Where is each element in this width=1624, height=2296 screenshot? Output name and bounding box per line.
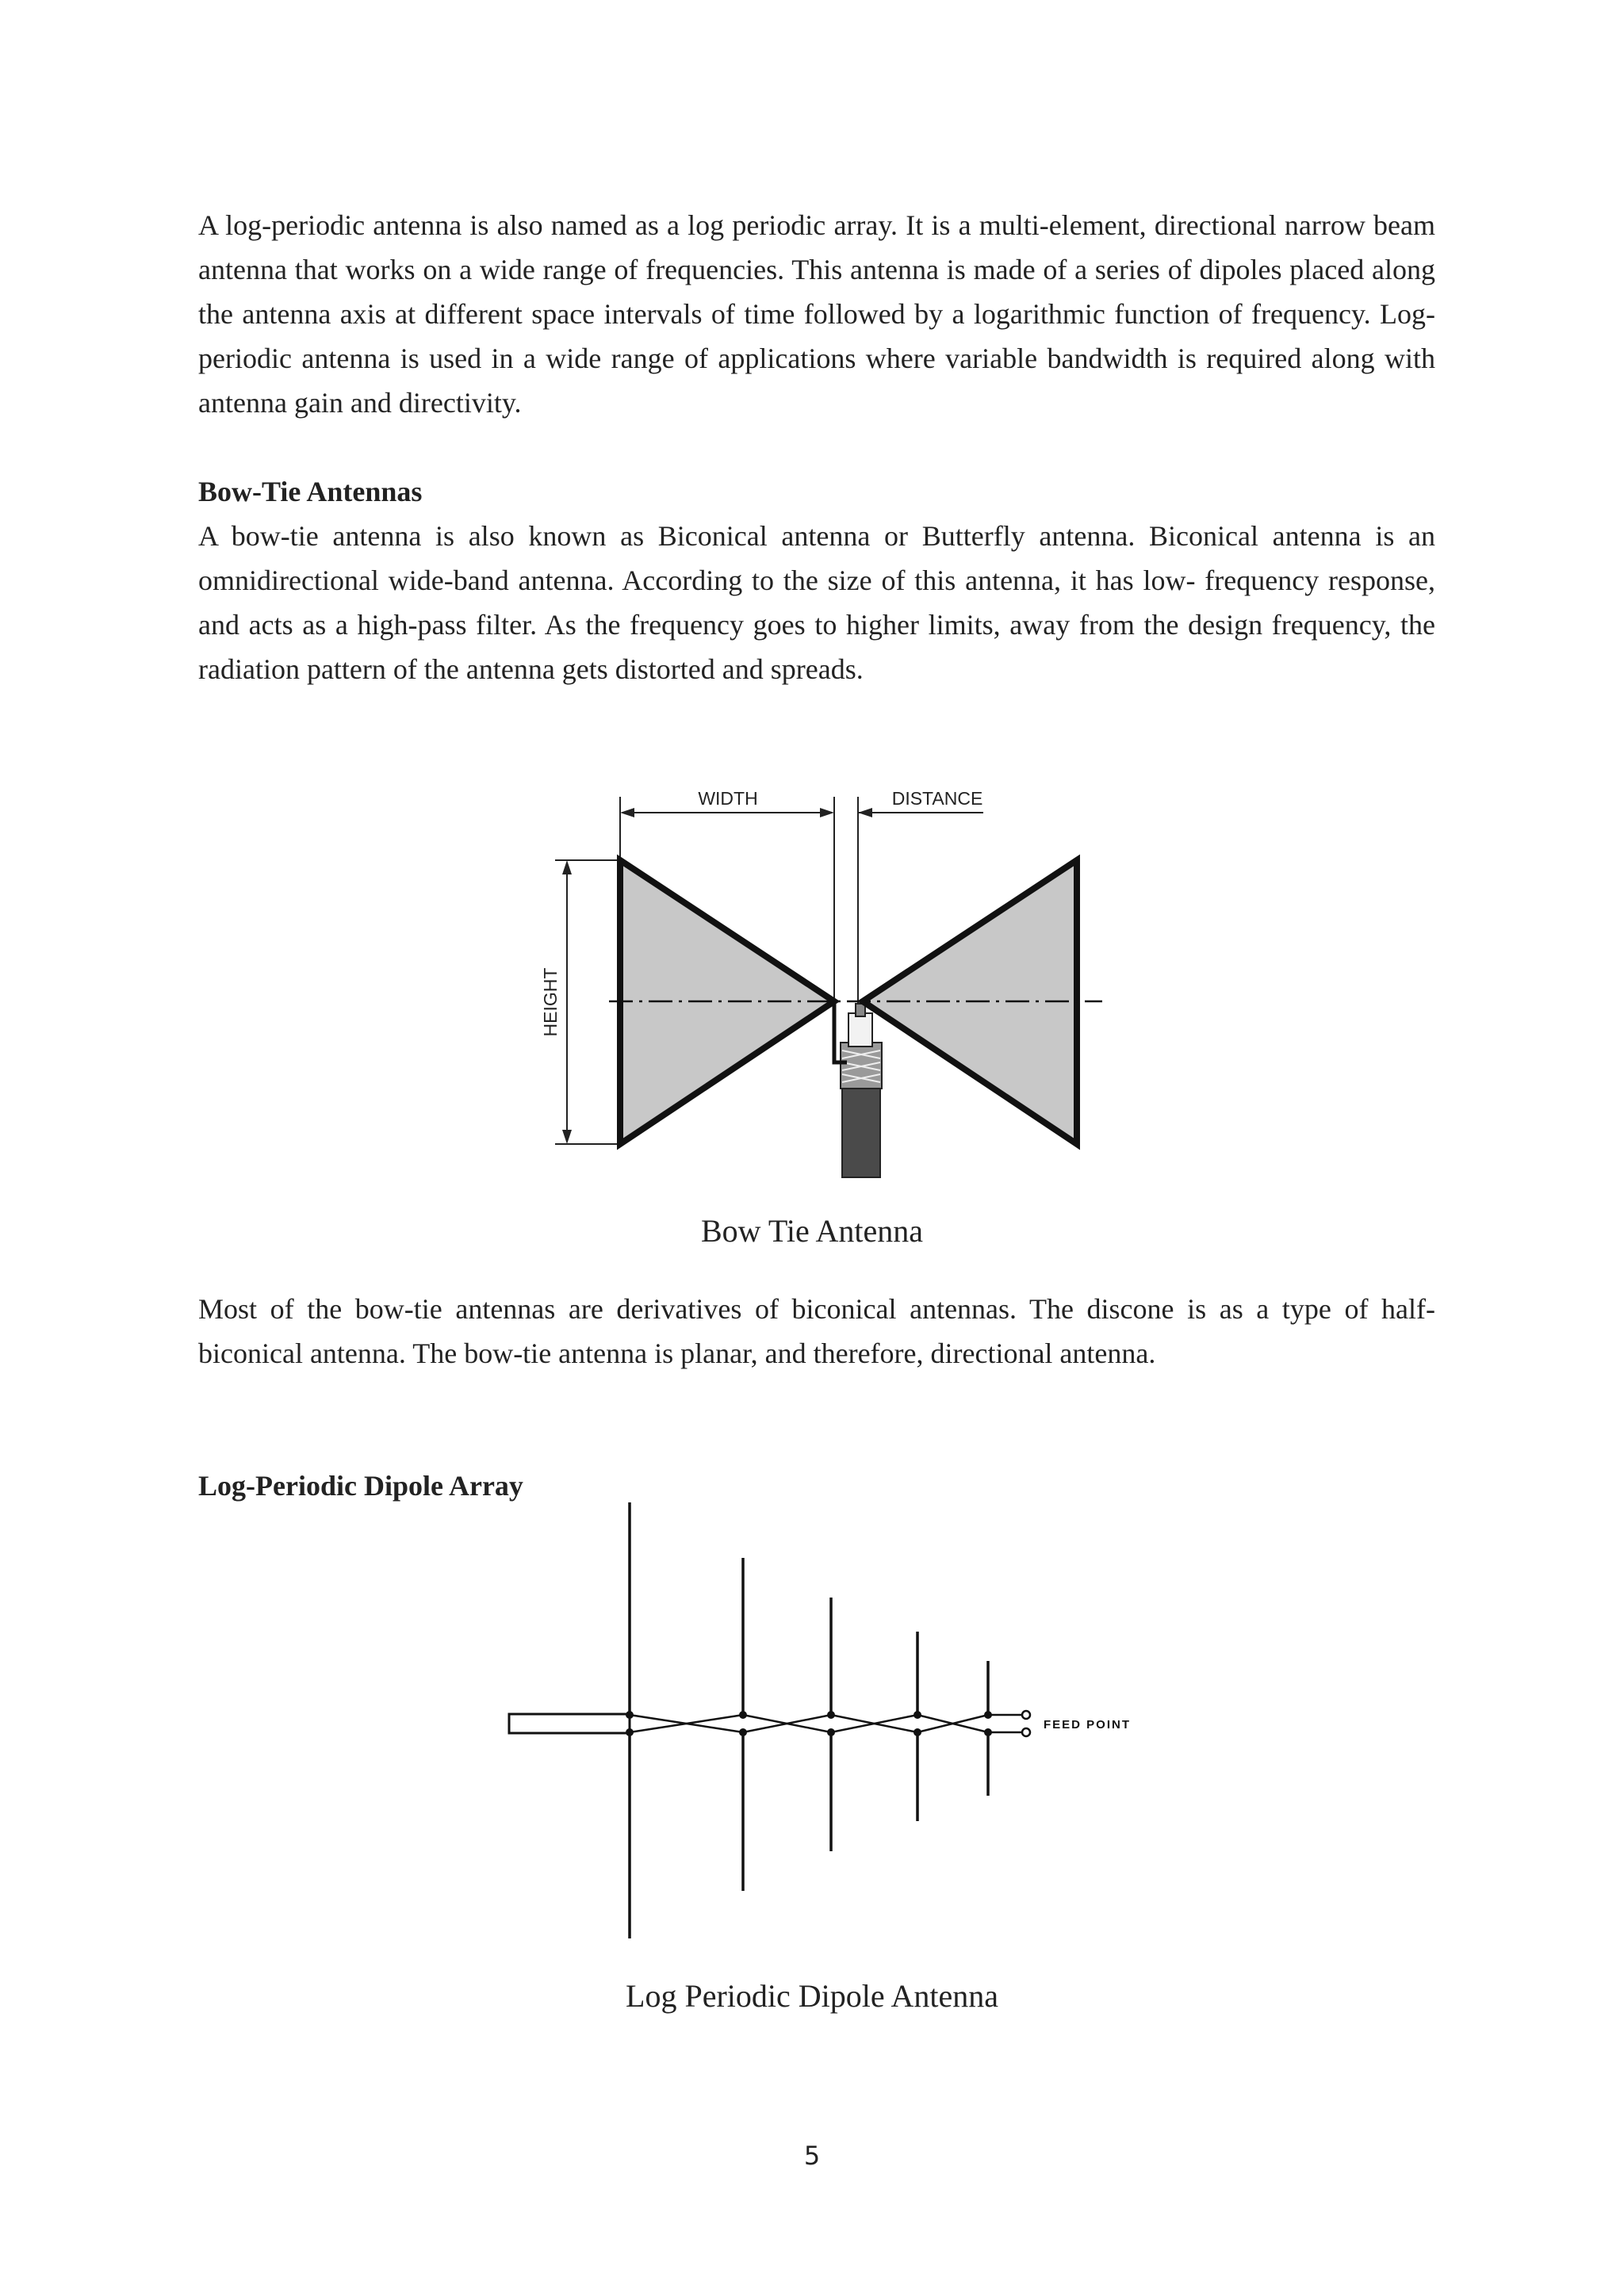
feed-point-label: FEED POINT <box>1044 1718 1132 1732</box>
width-label: WIDTH <box>698 788 758 809</box>
bowtie-caption: Bow Tie Antenna <box>700 1213 924 1249</box>
page-number: 5 <box>803 2141 821 2171</box>
feed-terminal-top <box>1022 1711 1030 1719</box>
bowtie-paragraph: A bow-tie antenna is also known as Biconical antenna or Butterfly antenna. Biconical antenna is an omnidirectional wide-band antenna. According to the size of this antenna, it has low- frequency response, and acts as a high-pass filter. As the frequency goes to higher limits, away from the design frequency, the radiation pattern of the antenna gets distorted and spreads. <box>198 520 1435 685</box>
distance-label: DISTANCE <box>891 788 983 809</box>
feed-terminal-bottom <box>1022 1728 1030 1736</box>
lpda-heading: Log-Periodic Dipole Array <box>198 1470 523 1502</box>
intro-paragraph: A log-periodic antenna is also named as a log periodic array. It is a multi-element, directional narrow beam antenna that works on a wide range of frequencies. This antenna is made of a series of dipoles placed along the antenna axis at different space intervals of time followed by a logarithmic function of frequency. Log-periodic antenna is used in a wide range of applications where variable bandwidth is required along with antenna gain and directivity. <box>198 209 1435 419</box>
lpda-caption: Log Periodic Dipole Antenna <box>626 1978 998 2014</box>
height-label: HEIGHT <box>540 967 561 1037</box>
boom-stub <box>509 1714 630 1733</box>
feed-line-b <box>630 1715 1023 1732</box>
bowtie-heading: Bow-Tie Antennas <box>198 476 423 507</box>
derivatives-paragraph: Most of the bow-tie antennas are derivatives of biconical antennas. The discone is as a type of half-biconical antenna. The bow-tie antenna is planar, and therefore, directional antenna. <box>198 1293 1435 1369</box>
